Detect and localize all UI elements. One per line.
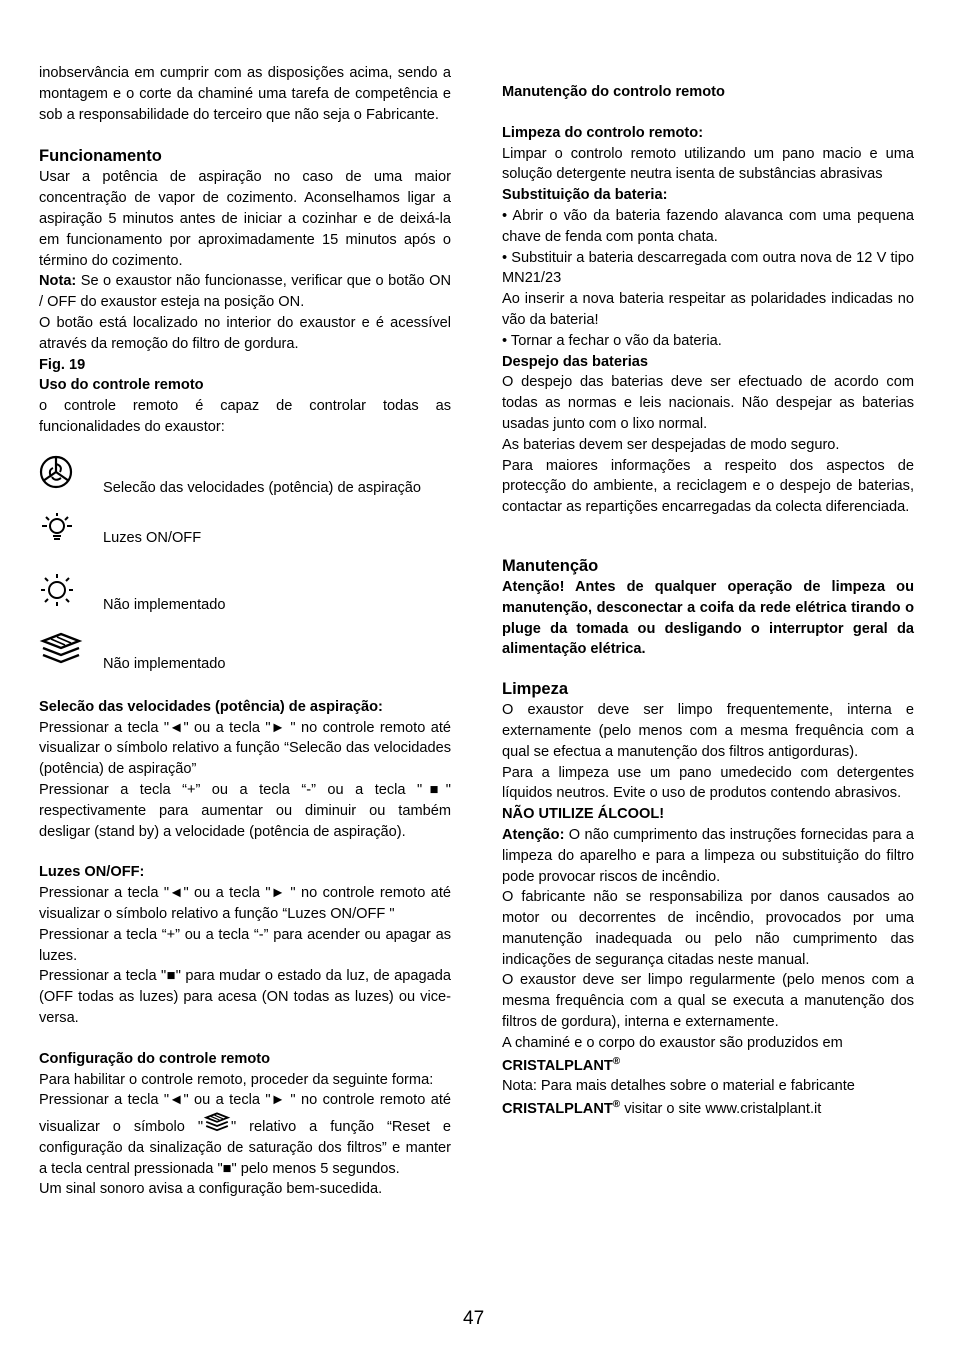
note-label: Nota: [39,273,77,290]
despejo-title: Despejo das baterias [502,353,649,370]
config-text-a: Pressionar a tecla "◄" ou a tecla "► " no controle remoto até visualizar o símbolo " [39,1092,451,1136]
funcionamento-paragraph: Usar a potência de aspiração no caso de uma maior concentração de vapor de cozimento. Aconselhamos ligar a aspiração 5 minutos antes de iniciar a cozinhar e de deixá-la em funcionamento por aproximadamente 15 minutos após o término do cozimento. [39,169,451,269]
selecao-paragraph-2: Pressionar a tecla “+” ou a tecla “-” ou a tecla "■" respectivamente para aumentar ou diminuir ou também desligar (stand by) a velocidade (potência de aspiração). [39,781,451,840]
icon-label-fan: Selecão das velocidades (potência) de aspiração [103,479,422,496]
note-paragraph [39,271,451,313]
right-column [502,82,914,1120]
icon-row-light [39,512,451,572]
config-text-b: " relativo a função “Reset e configuração da sinalização de saturação dos filtros” e manter a tecla central pressionada "■" pelo menos 5 segundos. [39,1119,452,1177]
luzes-paragraph-3: Pressionar a tecla "■" para mudar o estado da luz, de apagada (OFF todas as luzes) para acesa (ON todas as luzes) ou vice-versa. [39,968,451,1026]
button-location-paragraph: O botão está localizado no interior do exaustor e é acessível através da remoção do filtro de gordura. [39,314,451,352]
icon-row-filter [39,630,451,694]
icon-label-sun: Não implementado [103,596,226,613]
despejo-paragraph-3: Para maiores informações a respeito dos aspectos de protecção do ambiente, a reciclagem e o despejo de baterias, contactar as repartições encarregadas da colecta diferenciada. [502,457,914,516]
filter-layers-icon [203,1111,231,1135]
page-number: 47 [463,1308,485,1329]
luzes-title: Luzes ON/OFF: [39,864,145,881]
registered-mark-2: ® [612,1099,621,1111]
brand-line [502,1056,914,1077]
limpeza-paragraph-1: O exaustor deve ser limpo frequentemente, interna e externamente (pelo menos com a mesma frequência com a qual se efectua a manutenção dos filtros antigorduras). [502,702,914,760]
intro-paragraph: inobservância em cumprir com as disposições acima, sendo a montagem e o corte da chaminé uma tarefa de competência e sob a responsabilidade do terceiro que não seja o Fabricante. [39,65,451,123]
manut-remoto-title: Manutenção do controlo remoto [502,84,725,100]
bateria-step-3: Ao inserir a nova bateria respeitar as polaridades indicadas no vão da bateria! [502,291,914,328]
fabricante-paragraph: O fabricante não se responsabiliza por danos causados ao motor ou decorrentes de incêndio, provocados por uma manutenção inadequada ou pelo não cumprimento das indicações de segurança citadas neste manual. [502,889,914,968]
brand-name: CRISTALPLANT [502,1057,613,1074]
despejo-paragraph-2: As baterias devem ser despejadas de modo seguro. [502,436,840,453]
config-title: Configuração do controle remoto [39,1050,271,1067]
sun-icon [39,572,75,608]
remote-usage-title: Uso do controle remoto [39,377,204,394]
manutencao-warning: Atenção! Antes de qualquer operação de limpeza ou manutenção, desconectar a coifa da rede elétrica tirando o pluge da tomada ou desligando o interruptor geral da alimentação elétrica. [502,578,914,658]
limpeza-heading: Limpeza [502,680,569,699]
atencao-text: O não cumprimento das instruções fornecidas para a limpeza do aparelho e para a limpeza ou substituição do filtro pode provocar riscos de incêndio. [502,826,914,885]
icon-label-light: Luzes ON/OFF [103,529,202,546]
limpeza-remoto-text: Limpar o controlo remoto utilizando um pano macio e uma solução detergente neutra isenta de substâncias abrasivas [502,145,914,183]
manutencao-heading: Manutenção [502,556,599,575]
funcionamento-heading: Funcionamento [39,147,162,166]
icon-row-fan [39,454,451,512]
fan-icon [39,454,75,490]
remote-usage-text: o controle remoto é capaz de controlar todas as funcionalidades do exaustor: [39,398,451,435]
limpeza-remoto-title: Limpeza do controlo remoto: [502,124,704,141]
atencao-label: Atenção: [502,826,565,843]
chamine-paragraph: A chaminé e o corpo do exaustor são produzidos em [502,1034,843,1051]
config-paragraph-3: Um sinal sonoro avisa a configuração bem-sucedida. [39,1181,383,1198]
brand-name-2: CRISTALPLANT [502,1101,613,1118]
icon-row-sun [39,572,451,630]
selecao-paragraph-1: Pressionar a tecla "◄" ou a tecla "► " no controle remoto até visualizar o símbolo relativo a função “Selecão das velocidades (potência) de aspiração” [39,719,451,778]
nota-paragraph: Nota: Para mais detalhes sobre o material e fabricante [502,1078,855,1095]
despejo-paragraph-1: O despejo das baterias deve ser efectuado de acordo com todas as normas e leis nacionais. Não despejar as baterias usadas junto com o lixo normal. [502,374,914,432]
config-paragraph-2 [39,1090,451,1179]
luzes-paragraph-1: Pressionar a tecla "◄" ou a tecla "► " no controle remoto até visualizar o símbolo relativo a função “Luzes ON/OFF " [39,885,451,922]
bateria-step-1: • Abrir o vão da bateria fazendo alavanca com uma pequena chave de fenda com ponta chata. [502,207,914,245]
atencao-paragraph [502,825,914,887]
icon-label-filter: Não implementado [103,655,226,672]
limpeza-paragraph-2: Para a limpeza use um pano umedecido com detergentes líquidos neutros. Evite o uso de produtos contendo abrasivos. [502,764,914,802]
nota-website-text: visitar o site www.cristalplant.it [620,1101,822,1118]
bateria-step-2: • Substituir a bateria descarregada com outra nova de 12 V tipo MN21/23 [502,249,914,287]
filter-layers-icon [39,630,83,670]
left-column [39,63,451,1200]
bateria-step-4: • Tornar a fechar o vão da bateria. [502,332,722,349]
light-bulb-icon [39,512,75,542]
exaustor-limpo-paragraph: O exaustor deve ser limpo regularmente (pelo menos com a mesma frequência com a qual se executa a manutenção dos filtros de gordura), interna e externamente. [502,972,914,1031]
luzes-paragraph-2: Pressionar a tecla “+” ou a tecla “-” para acender ou apagar as luzes. [39,926,451,964]
bateria-title: Substituição da bateria: [502,187,668,204]
note-text: Se o exaustor não funcionasse, verificar que o botão ON / OFF do exaustor esteja na posição ON. [39,273,451,311]
alcool-warning: NÃO UTILIZE ÁLCOOL! [502,806,665,823]
registered-mark: ® [612,1055,621,1067]
nota-website-line [502,1099,914,1120]
figure-reference: Fig. 19 [39,356,86,373]
config-paragraph-1: Para habilitar o controle remoto, proceder da seguinte forma: [39,1071,434,1088]
selecao-title: Selecão das velocidades (potência) de aspiração: [39,698,383,715]
